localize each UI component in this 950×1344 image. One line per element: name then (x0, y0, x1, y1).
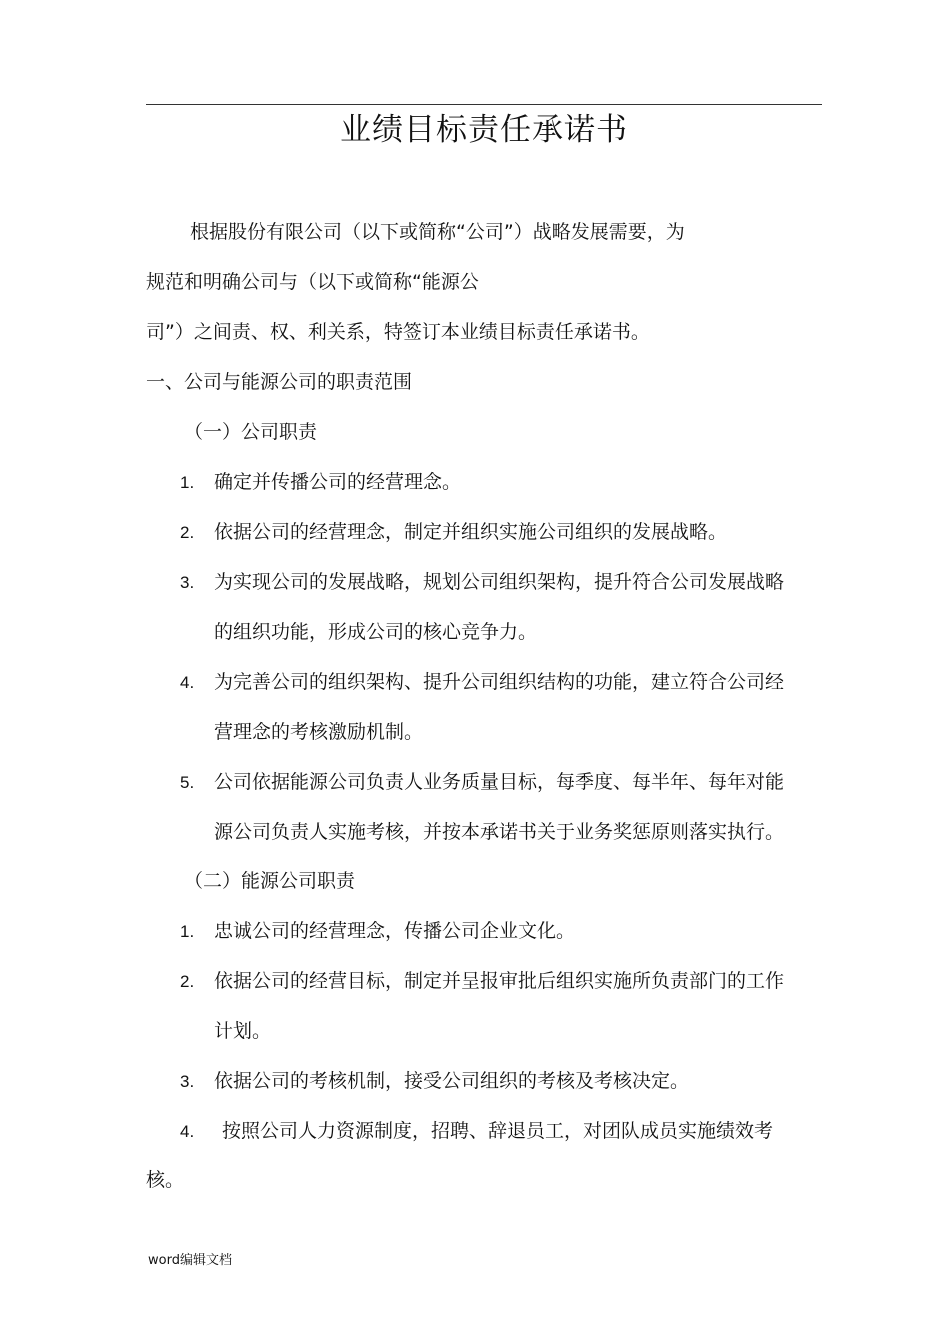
list-item-number: 2. (180, 523, 195, 542)
document-title: 业绩目标责任承诺书 (340, 112, 628, 148)
intro-line-1: 根据股份有限公司（以下或简称“公司”）战略发展需要，为 (190, 221, 685, 243)
list-item-number: 5. (180, 773, 195, 792)
intro-line-3: 司”）之间责、权、利关系，特签订本业绩目标责任承诺书。 (146, 321, 650, 343)
list-item: 忠诚公司的经营理念，传播公司企业文化。 (214, 920, 576, 942)
list-item-continuation: 营理念的考核激励机制。 (214, 721, 424, 743)
subsection-1-heading: （一）公司职责 (184, 421, 318, 443)
list-item: 按照公司人力资源制度，招聘、辞退员工，对团队成员实施绩效考 (222, 1120, 774, 1142)
section-1-heading: 一、公司与能源公司的职责范围 (146, 371, 413, 393)
list-item-number: 2. (180, 972, 195, 991)
list-item-number: 3. (180, 573, 195, 592)
list-item: 为完善公司的组织架构、提升公司组织结构的功能，建立符合公司经 (214, 671, 785, 693)
intro-line-2: 规范和明确公司与（以下或简称“能源公 (146, 271, 479, 293)
list-item: 依据公司的经营目标，制定并呈报审批后组织实施所负责部门的工作 (214, 970, 785, 992)
list-item: 依据公司的经营理念，制定并组织实施公司组织的发展战略。 (214, 521, 728, 543)
list-item-number: 1. (180, 922, 195, 941)
footer-label: word编辑文档 (148, 1253, 232, 1268)
list-item-number: 4. (180, 673, 195, 692)
list-item-continuation: 核。 (146, 1169, 185, 1191)
list-item-continuation: 的组织功能，形成公司的核心竞争力。 (214, 621, 538, 643)
list-item-continuation: 计划。 (214, 1020, 272, 1042)
list-item-number: 1. (180, 473, 195, 492)
list-item: 确定并传播公司的经营理念。 (214, 471, 462, 493)
list-item: 公司依据能源公司负责人业务质量目标，每季度、每半年、每年对能 (214, 771, 785, 793)
subsection-2-heading: （二）能源公司职责 (184, 870, 356, 892)
list-item: 依据公司的考核机制，接受公司组织的考核及考核决定。 (214, 1070, 690, 1092)
list-item-number: 4. (180, 1122, 195, 1141)
list-item-number: 3. (180, 1072, 195, 1091)
list-item: 为实现公司的发展战略，规划公司组织架构，提升符合公司发展战略 (214, 571, 785, 593)
header-rule (146, 104, 822, 105)
list-item-continuation: 源公司负责人实施考核，并按本承诺书关于业务奖惩原则落实执行。 (214, 821, 785, 843)
